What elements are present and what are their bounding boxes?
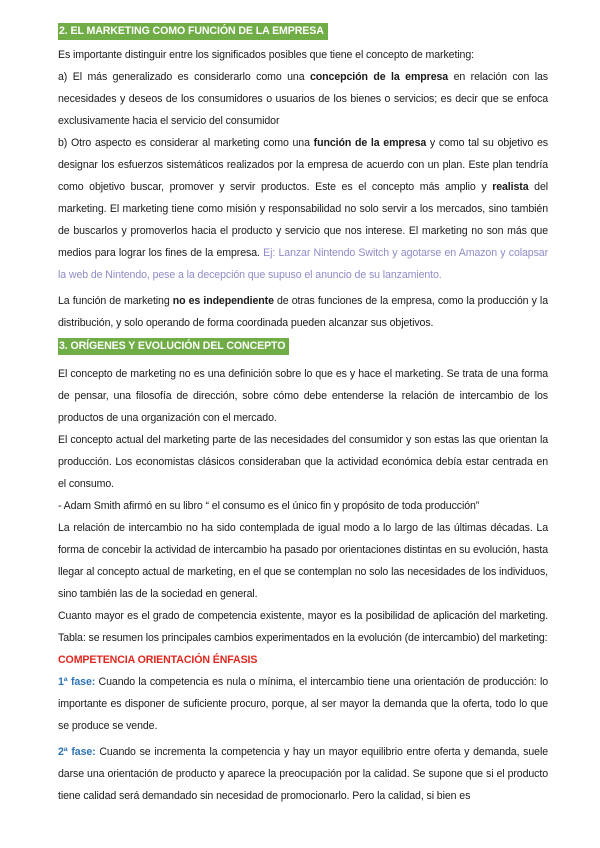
section-2-intro: Es importante distinguir entre los significados posibles que tiene el concepto de marketing:: [58, 49, 474, 61]
paragraph-c: [58, 290, 548, 334]
paragraph-a: [58, 66, 548, 132]
phase-1: [58, 671, 548, 737]
paragraph-c-text-end: de otras funciones de la empresa, como la producción y la distribución, y solo operando de forma coordinada pueden alcanzar sus objetivos.: [58, 295, 548, 329]
paragraph-b-text-end: del marketing. El marketing tiene como misión y responsabilidad no solo servir a los mercados, sino también de buscarlos y promoverlos hacia el producto y servicio que nos interese. El marketing no son más que medios para lograr los fines de la empresa.: [58, 181, 548, 259]
paragraph-a-text-end: en relación con las necesidades y deseos de los consumidores o usuarios de los bienes o servicios; es decir que se enfoca exclusivamente hacia el servicio del consumidor: [58, 71, 548, 127]
section-3-paragraph-1: El concepto de marketing no es una definición sobre lo que es y hace el marketing. Se trata de una forma de pensar, una filosofía de dirección, sobre cómo debe entenderse la relación de intercambio de los productos de una organización con el mercado.: [58, 368, 548, 424]
section-3-paragraph-2: El concepto actual del marketing parte de las necesidades del consumidor y son estas las que orientan la producción. Los economistas clásicos consideraban que la actividad económica debía estar centrada en el consumo.: [58, 434, 548, 490]
section-2-heading: 2. EL MARKETING COMO FUNCIÓN DE LA EMPRESA: [58, 23, 328, 40]
paragraph-c-text: La función de marketing: [58, 295, 173, 307]
section-3-paragraph-5: Cuanto mayor es el grado de competencia existente, mayor es la posibilidad de aplicación del marketing. Tabla: se resumen los principales cambios experimentados en la evolución (de intercambio) del marketing:: [58, 610, 548, 644]
phase-2: [58, 741, 548, 807]
paragraph-b-text: b) Otro aspecto es considerar al marketing como una: [58, 137, 314, 149]
example-note: Ej: Lanzar Nintendo Switch y agotarse en Amazon y colapsar la web de Nintendo, pese a la decepción que supuso el anuncio de su lanzamiento.: [58, 247, 548, 281]
section-3-heading: 3. ORÍGENES Y EVOLUCIÓN DEL CONCEPTO: [58, 338, 289, 355]
phase-2-text: Cuando se incrementa la competencia y hay un mayor equilibrio entre oferta y demanda, suele darse una orientación de producto y aparece la preocupación por la calidad. Se supone que si el producto tiene calidad será demandado sin necesidad de promocionarlo. Pero la calidad, si bien es: [58, 746, 549, 802]
paragraph-c-emphasis: no es independiente: [172, 295, 274, 307]
phase-2-label: 2ª fase:: [58, 746, 96, 758]
phases-subtitle: COMPETENCIA ORIENTACIÓN ÉNFASIS: [58, 654, 258, 666]
section-3-paragraph-4: La relación de intercambio no ha sido contemplada de igual modo a lo largo de las últimas décadas. La forma de concebir la actividad de intercambio ha pasado por orientaciones distintas en su evolución, hasta llegar al concepto actual de marketing, en el que se contemplan no solo las necesidades de los individuos, sino también las de la sociedad en general.: [58, 522, 548, 600]
paragraph-b: [58, 132, 548, 286]
paragraph-b-text-mid: y como tal su objetivo es designar los esfuerzos sistemáticos realizados por la empresa de acuerdo con un plan. Este plan tendría como objetivo buscar, promover y servir productos. Este es el concepto más amplio y: [58, 137, 549, 193]
phase-1-text: Cuando la competencia es nula o mínima, el intercambio tiene una orientación de producción: lo importante es disponer de suficiente procuro, porque, al ser mayor la demanda que la oferta, todo lo que se produce se vende.: [58, 676, 548, 732]
paragraph-b-emphasis: función de la empresa: [313, 137, 427, 149]
phase-1-label: 1ª fase:: [58, 676, 96, 688]
paragraph-b-emphasis-2: realista: [492, 181, 529, 193]
paragraph-a-text: a) El más generalizado es considerarlo como una: [58, 71, 311, 83]
paragraph-a-emphasis: concepción de la empresa: [310, 71, 449, 83]
adam-smith-quote: - Adam Smith afirmó en su libro “ el consumo es el único fin y propósito de toda producción”: [58, 500, 480, 512]
